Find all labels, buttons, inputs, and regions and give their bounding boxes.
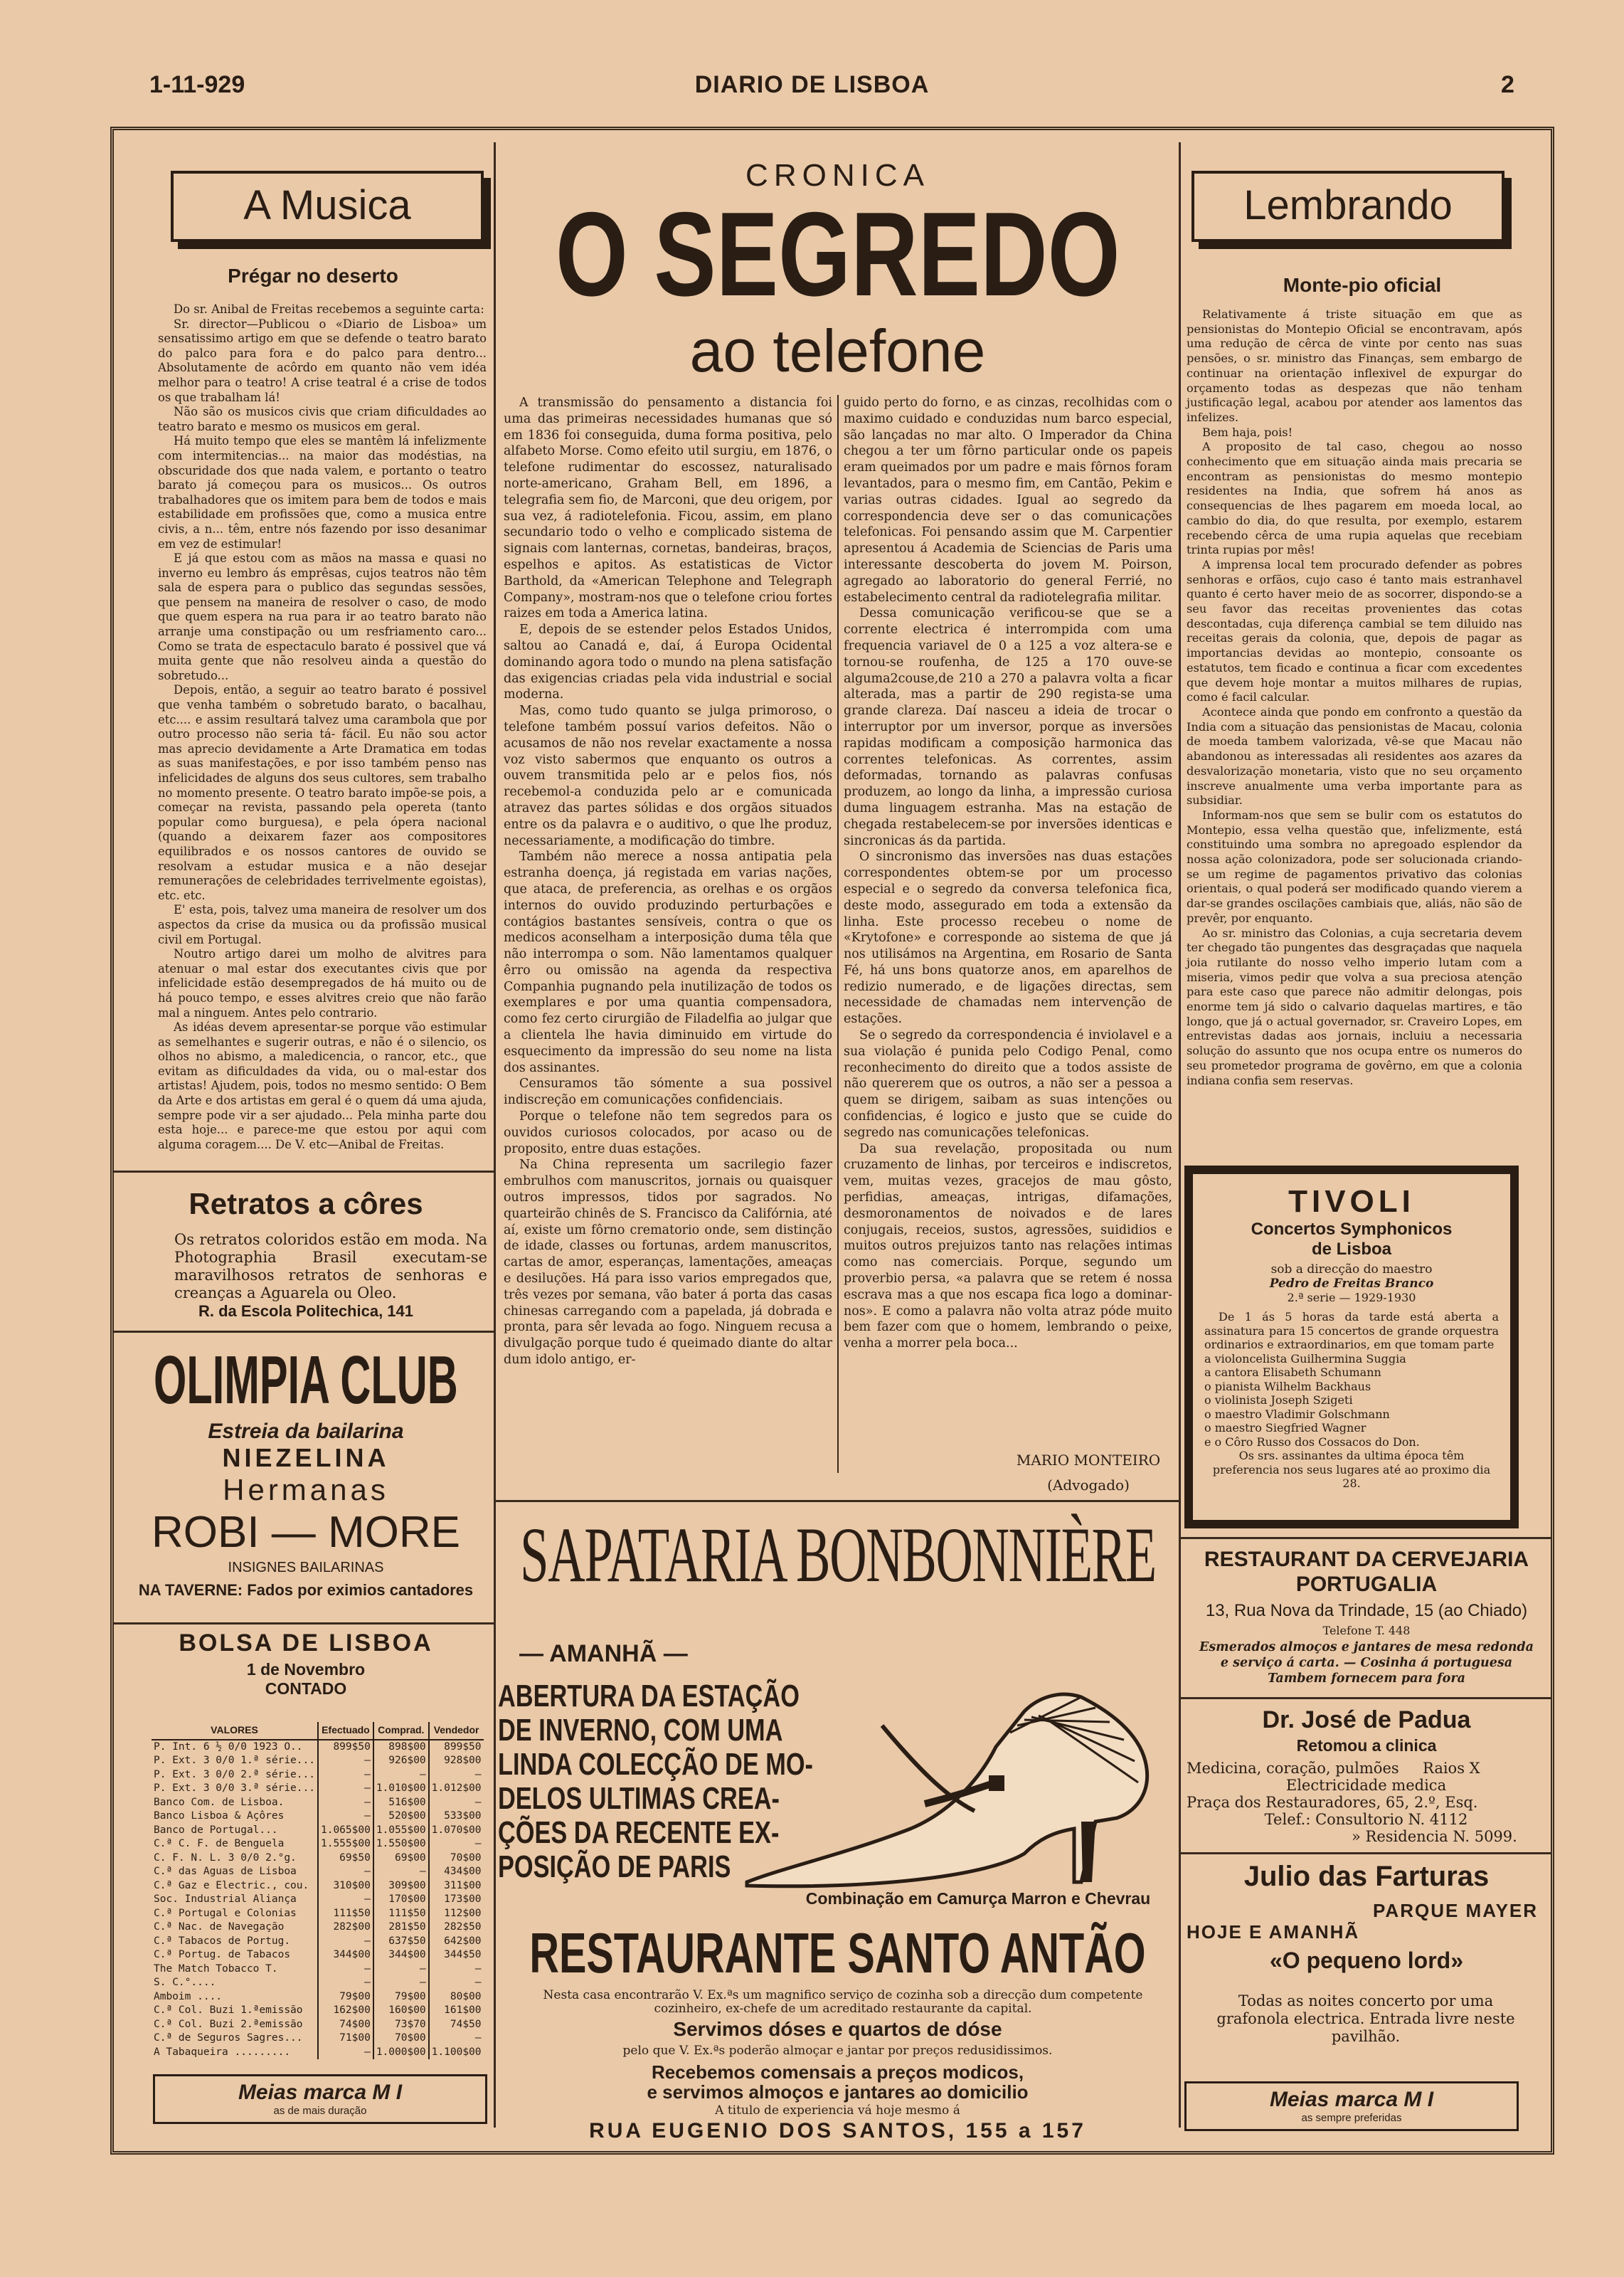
paragraph: Dessa comunicação verificou-se que se a corrente electrica é interrompida com uma frequencia variavel de 0 a 125 a voz altera-se e tornou-se roufenha, de 125 a 170 ouve-se alguma2couse,de 210 a 270 a palavra volta a ficar alterada, mas a partir de 290 regista-se uma grande clareza. Daí nasceu a ideia de trocar o interruptor por um inversor, porque as inversões rapidas modificam a composição harmonica das correntes telefonicas. As correntes, assim deformadas, tornando as palavras confusas produzem, ao longo da linha, a impressão curiosa duma linguagem estranha. Mas na estação de chegada restabelecem-se por inversões identicas e sincronicas ás da partida. — [844, 606, 1172, 848]
lembrando-title: Lembrando — [1243, 182, 1453, 228]
table-row — [152, 1976, 484, 1990]
cronica-col-2 — [844, 395, 1172, 1448]
bolsa-column-header: Comprad. — [373, 1722, 429, 1740]
paragraph: Depois, então, a seguir ao teatro barato é possivel que venha também o sobretudo barato, o bacalhau, etc.... e assim resultará talvez uma carambola que por outro processo não seria tá- fácil. Eu não sou actor mas aprecio devidamente a Arte Dramatica em todas as suas manifestações, e por isso também penso nas infelicidades de alguns dos seus cultores, sem trabalho no momento presente. O teatro barato impõe-se pois, a começar na revista, passando pela opereta (tanto popular como burguesa), e pela ópera nacional (quando a deixarem fazer aos compositores equilibrados e os nossos cantores de ouvido se resolvam a estudar musica e a não desejar remunerações de celebridades terrivelmente egoistas), etc. etc. — [158, 683, 487, 902]
cervejaria-text1: Esmerados almoços e jantares de mesa redonda — [1199, 1640, 1534, 1654]
table-cell: — — [318, 1976, 373, 1990]
table-cell: 73$70 — [373, 2018, 429, 2032]
padua-line2: Electricidade medica — [1285, 1777, 1447, 1794]
paragraph: Sr. director—Publicou o «Diario de Lisboa» um sensatissimo artigo em que se defende o teatro barato do palco para fora e do palco para dentro... Absolutamente de acôrdo em quanto não vem idéa melhor para o teatro! A crise teatral é a crise de todos os que trabalham lá! — [158, 317, 487, 404]
santo-antao-title: RESTAURANTE SANTO ANTÃO — [529, 1921, 1146, 1985]
santo-antao-address: RUA EUGENIO DOS SANTOS, 155 a 157 — [589, 2119, 1086, 2143]
padua-title: Dr. José de Padua — [1262, 1706, 1471, 1733]
table-row — [152, 2032, 484, 2046]
table-row — [152, 1990, 484, 2004]
table-cell: 344$00 — [318, 1948, 373, 1962]
paragraph: E' esta, pois, talvez uma maneira de resolver um dos aspectos da crise da musica ou da profissão musical civil em Portugal. — [158, 903, 487, 946]
table-cell: 1.550$00 — [373, 1837, 429, 1851]
bolsa-subtitle: CONTADO — [265, 1679, 347, 1698]
table-cell: 1.070$00 — [429, 1824, 484, 1838]
paragraph: Também não merece a nossa antipatia pela estranha doença, já registada em varias nações, que ataca, de preferencia, as orelhas e os orgãos internos do ouvido produzindo perturbações e contágios bastantes sensíveis, contra o que os medicos aconselham a interposição duma têla que não interrompa o som. Não lamentamos qualquer êrro ou omissão na agenda da respectiva Companhia pugnando pela inutilização de todos os exemplares e por uma quantia compensadora, como fez certo cirurgião de Filadelfia ao julgar que a clientela lhe havia diminuido em virtude do esquecimento da impressão do seu nome na lista dos assinantes. — [504, 850, 832, 1075]
padua-line1: Medicina, coração, pulmões Raios X — [1187, 1760, 1480, 1777]
table-cell: Banco Com. de Lisboa. — [154, 1796, 285, 1808]
table-cell: — — [318, 1865, 373, 1879]
table-cell: 928$00 — [429, 1754, 484, 1768]
meias-brand: Meias marca M I — [238, 2081, 403, 2104]
table-row — [152, 1768, 484, 1782]
table-cell: P. Ext. 3 0/0 1.ª série... — [154, 1755, 315, 1766]
column-rule — [1179, 142, 1181, 2128]
divider — [494, 1500, 1179, 1502]
table-cell: — — [318, 1962, 373, 1977]
musica-subtitle: Prégar no deserto — [228, 265, 398, 287]
tivoli-artist: e o Côro Russo dos Cossacos do Don. — [1204, 1435, 1420, 1449]
farturas-title: Julio das Farturas — [1243, 1861, 1490, 1892]
divider — [1179, 1537, 1551, 1539]
lembrando-subtitle: Monte-pio oficial — [1283, 274, 1442, 296]
table-cell: A Tabaqueira ......... — [154, 2046, 291, 2058]
paragraph: A transmissão do pensamento a distancia foi uma das primeiras necessidades humanas que só em 1836 foi conseguida, duma forma positiva, pelo alfabeto Morse. Como efeito util surgiu, em 1876, o telefone rudimentar do escossez, naturalisado norte-americano, Graham Bell, em 1896, a telegrafia sem fio, de Marconi, que deu origem, por sua vez, á radiotelefonia. Ficou, assim, em plano secundario todo o velho e complicado sistema de signais com lanternas, cornetas, bandeiras, braços, espelhos e apitos. As estatisticas de Victor Barthold, da «American Telephone and Telegraph Company», mostram-nos que o telefone criou fortes raizes em toda a America latina. — [504, 396, 832, 621]
table-cell: 434$00 — [429, 1865, 484, 1879]
table-row — [152, 2018, 484, 2032]
padua-line5: » Residencia N. 5099. — [1352, 1828, 1517, 1845]
cervejaria-phone: Telefone T. 448 — [1322, 1624, 1411, 1637]
table-cell: 1.100$00 — [429, 2046, 484, 2060]
paragraph: Há muito tempo que eles se mantêm lá infelizmente com intermitencias... na maior das modéstias, na obscuridade dos que nada valem, e portanto o teatro barato já começou para os musicos... Os outros trabalhadores que os imitem para bem de todos e mais estabilidade em profissões que, como a musica entre civis, a n... têm, entre nós fazendo por isso desanimar em vez de estimular! — [158, 434, 487, 551]
olimpia-line5: INSIGNES BAILARINAS — [228, 1560, 384, 1575]
table-cell: 516$00 — [373, 1796, 429, 1810]
paragraph: E já que estou com as mãos na massa e quasi no inverno eu lembro ás emprêsas, cujos teatros não têm sala de espera para o publico das segundas sessões, que pensem na maneira de resolver o caso, de modo que quem espera na rua para ir ao teatro barato não arranje uma constipação ou um resfriamento caro... Como se trata de espectaculo barato é possivel que vá muita gente que não resolveu ainda a questão do sobretudo... — [158, 551, 487, 682]
sapataria-line: DELOS ULTIMAS CREA- — [498, 1781, 780, 1816]
table-cell: 898$00 — [373, 1740, 429, 1755]
sapataria-line: DE INVERNO, COM UMA — [498, 1713, 783, 1748]
table-cell: 71$00 — [318, 2032, 373, 2046]
cronica-subheadline: ao telefone — [689, 317, 986, 384]
olimpia-line3: Hermanas — [223, 1473, 389, 1506]
table-cell: 1.065$00 — [318, 1824, 373, 1838]
tivoli-line2: de Lisboa — [1311, 1240, 1392, 1259]
table-cell: 282$50 — [429, 1921, 484, 1935]
cronica-headline-wrap — [498, 187, 1177, 321]
table-cell: 642$00 — [429, 1935, 484, 1949]
table-cell: C.ª Portugal e Colonias — [154, 1907, 297, 1919]
table-cell: 310$00 — [318, 1879, 373, 1893]
table-cell: 170$00 — [373, 1893, 429, 1907]
table-cell: 899$50 — [318, 1740, 373, 1755]
table-cell: P. Ext. 3 0/0 3.ª série... — [154, 1782, 315, 1794]
table-cell: — — [373, 1768, 429, 1782]
lembrando-title-box — [1192, 171, 1504, 242]
table-cell: 344$00 — [373, 1948, 429, 1962]
table-cell: — — [318, 1782, 373, 1796]
olimpia-line6: NA TAVERNE: Fados por eximios cantadores — [138, 1581, 474, 1599]
table-cell: C.ª Portug. de Tabacos — [154, 1949, 291, 1960]
table-cell: C.ª Tabacos de Portug. — [154, 1935, 291, 1947]
table-cell: C.ª Gaz e Electric., cou. — [154, 1879, 309, 1891]
column-rule — [837, 395, 839, 1473]
table-cell: — — [373, 1976, 429, 1990]
table-cell: 1.555$00 — [318, 1837, 373, 1851]
tivoli-conductor: Pedro de Freitas Branco — [1269, 1277, 1434, 1291]
sapataria-title-wrap — [498, 1505, 1177, 1605]
padua-subtitle: Retomou a clinica — [1296, 1736, 1437, 1755]
page-number: 2 — [1501, 71, 1514, 98]
bolsa-column-header: Efectuado — [318, 1722, 373, 1740]
table-cell: — — [429, 1768, 484, 1782]
paragraph: A imprensa local tem procurado defender as pobres senhoras e orfãos, cujo caso é tanto mais estranhavel quanto é certo haver meio de as socorrer, dispondo-se a seu favor das receitas provenientes das cotas descontadas, cuja diferença cambial se tem diluido nas receitas gerais da colonia, que, depois de pagar as importancias devidas ao montepio, consoante os estatutos, tem ficado e continua a ficar com excedentes que devem hoje montar a muitos milhares de rupias, como é facil calcular. — [1187, 557, 1522, 704]
table-cell: 533$00 — [429, 1810, 484, 1824]
table-row — [152, 2046, 484, 2060]
paragraph: Mas, como tudo quanto se julga primoroso, o telefone também possuí varios defeitos. Não o acusamos de não nos revelar exactamente a nossa voz visto sabermos que enquanto os outros a ouvem transmitida pelo ar e pelos fios, nós recebemol-a conduzida pelo ar e comunicada atravez das partes sólidas e dos orgãos situados entre os da palavra e o auditivo, o que lhe produz, necessariamente, a modificação do timbre. — [504, 704, 832, 848]
table-cell: 1.012$00 — [429, 1782, 484, 1796]
paragraph: A proposito de tal caso, chegou ao nosso conhecimento que em situação ainda mais precaria se encontram as pensionistas do mesmo montepio residentes na India, que sofrem há anos as consequencias de lhes pagarem em moeda local, ao cambio do dia, do que resulta, por exemplo, estarem recebendo cêrca de uma rupia aquelas que recebiam trinta rupias por mês! — [1187, 440, 1522, 557]
table-cell: C.ª Col. Buzi 2.ªemissão — [154, 2018, 303, 2030]
paragraph: Do sr. Anibal de Freitas recebemos a seguinte carta: — [174, 302, 484, 316]
table-cell: 311$00 — [429, 1879, 484, 1893]
table-row — [152, 1948, 484, 1962]
page-date: 1-11-929 — [149, 71, 245, 98]
table-cell: 309$00 — [373, 1879, 429, 1893]
table-cell: 160$00 — [373, 2004, 429, 2018]
table-row — [152, 1921, 484, 1935]
shoe-illustration — [740, 1669, 1167, 1896]
cervejaria-text2: e serviço á carta. — Cosinha á portuguesa — [1220, 1656, 1513, 1670]
meias-tagline: as sempre preferidas — [1301, 2112, 1402, 2124]
table-row — [152, 1782, 484, 1796]
padua-line4: Telef.: Consultorio N. 4112 — [1264, 1811, 1468, 1828]
tivoli-line1: Concertos Symphonicos — [1251, 1220, 1453, 1239]
table-row — [152, 1837, 484, 1851]
table-row — [152, 1893, 484, 1907]
table-row — [152, 2004, 484, 2018]
paragraph: Não são os musicos civis que criam dificuldades ao teatro barato e mesmo os musicos em geral. — [158, 405, 487, 433]
farturas-line2: HOJE E AMANHÃ — [1187, 1921, 1360, 1943]
santo-antao-text6: A titulo de experiencia vá hoje mesmo á — [715, 2103, 960, 2118]
table-cell: 79$00 — [373, 1990, 429, 2004]
table-cell: C.ª das Aguas de Lisboa — [154, 1866, 297, 1877]
table-cell: 69$00 — [373, 1851, 429, 1866]
table-cell: 111$50 — [373, 1907, 429, 1921]
table-cell: 520$00 — [373, 1810, 429, 1824]
table-cell: — — [318, 1810, 373, 1824]
retratos-text: Os retratos coloridos estão em moda. Na Photographia Brasil executam-se maravilhosos retratos de senhoras e creanças a Aguarela ou Oleo. — [174, 1231, 487, 1301]
table-cell: — — [318, 2046, 373, 2060]
table-cell: 637$50 — [373, 1935, 429, 1949]
table-cell: P. Ext. 3 0/0 2.ª série... — [154, 1768, 315, 1780]
lembrando-article — [1187, 307, 1522, 1136]
musica-article — [158, 302, 487, 1163]
paragraph: Porque o telefone não tem segredos para os ouvidos curiosos colocados, por acaso ou de proposito, entre duas estações. — [504, 1109, 832, 1156]
santo-antao-text1: Nesta casa encontrarão V. Ex.ªs um magnifico serviço de cozinha sob a direcção dum competente cozinheiro, ex-chefe de um acreditado restaurante da capital. — [543, 1988, 1143, 2016]
table-cell: Soc. Industrial Aliança — [154, 1893, 297, 1905]
table-cell: 79$00 — [318, 1990, 373, 2004]
tivoli-text: De 1 ás 5 horas da tarde está aberta a assinatura para 15 concertos de grande orquestra ordinarios e extraordinarios, em que tomam parte — [1204, 1310, 1499, 1351]
table-row — [152, 1865, 484, 1879]
tivoli-artist: a violoncelista Guilhermina Suggia — [1204, 1351, 1406, 1365]
olimpia-title: OLIMPIA CLUB — [154, 1342, 458, 1418]
table-cell: — — [429, 1976, 484, 1990]
cronica-col-1 — [504, 395, 832, 1494]
paragraph: Se o segredo da correspondencia é inviolavel e a sua violação é punida pelo Codigo Penal, como reconhecimento do direito que a todos assiste de não quererem que os outros, a não ser a pessoa a quem se dirigem, saibam as suas intenções ou confidencias, é logico e justo que se cuide do segredo nas comunicações telefonicas. — [844, 1028, 1172, 1140]
bolsa-column-header: VALORES — [152, 1722, 318, 1740]
meias-brand: Meias marca M I — [1269, 2088, 1434, 2111]
tivoli-artist: o violinista Joseph Szigeti — [1204, 1393, 1353, 1407]
paragraph: Informam-nos que sem se bulir com os estatutos do Montepio, essa velha questão que, infelizmente, está constituindo uma sombra no apregoado esplendor da nossa ação colonizadora, pode ser solucionada criando-se um regime de pagamentos privativo das colonias orientais, o qual poderá ser modificado quando vierem a dar-se grandes oscilações cambiais que, aliás, não são de prevêr, por enquanto. — [1187, 808, 1522, 925]
divider — [114, 1331, 494, 1333]
paragraph: Ao sr. ministro das Colonias, a cuja secretaria devem ter chegado tão pungentes das desgraçadas que naquela joia rutilante do nosso velho imperio lutam com a miseria, vimos pedir que volva a sua preciosa atenção para este caso que parece não admitir delongas, pois enorme tem já sido o calvario daquelas martires, e tão longo, que já o actual governador, sr. Craveiro Lopes, em entrevistas dadas aos jornais, incluiu a necessaria solução do assunto que nos ocupa entre os numeros do seu prometedor programa de govêrno, em que a colonia indiana confia sem reservas. — [1187, 926, 1522, 1087]
table-cell: 112$00 — [429, 1907, 484, 1921]
table-cell: 1.055$00 — [373, 1824, 429, 1838]
tivoli-title: TIVOLI — [1288, 1184, 1415, 1219]
santo-antao-text5: e servimos almoços e jantares ao domicilio — [647, 2081, 1029, 2103]
divider — [114, 1622, 494, 1624]
cervejaria-title2: PORTUGALIA — [1295, 1573, 1438, 1596]
masthead: DIARIO DE LISBOA — [694, 71, 930, 98]
paragraph: Noutro artigo darei um molho de alvitres para atenuar o mal estar dos executantes civis que por infelicidade estão desempregados de há muito ou de há pouco tempo, e esses alvitres creio que não farão mal a ninguem. Antes pelo contrario. — [158, 947, 487, 1020]
paragraph: Bem haja, pois! — [1202, 425, 1293, 439]
table-cell: 161$00 — [429, 2004, 484, 2018]
table-cell: Banco Lisboa & Açôres — [154, 1810, 285, 1822]
paragraph: Acontece ainda que pondo em confronto a questão da India com a situação das pensionistas de Macau, colonia de moeda tambem valorizada, vê-se que Macau não abandonou as interessadas ali residentes aos azares da desvalorização monetaria, visto que no seu orçamento inscreve anualmente uma verba importante para as subsidiar. — [1187, 704, 1522, 808]
table-cell: Amboim .... — [154, 1990, 223, 2002]
table-cell: — — [318, 1754, 373, 1768]
tivoli-artist: o maestro Siegfried Wagner — [1204, 1421, 1366, 1435]
olimpia-line2: NIEZELINA — [222, 1443, 390, 1472]
sapataria-amanha: — AMANHÃ — — [519, 1640, 688, 1667]
table-cell: 1.000$00 — [373, 2046, 429, 2060]
table-cell: 281$50 — [373, 1921, 429, 1935]
table-row — [152, 1962, 484, 1977]
table-cell: 74$00 — [318, 2018, 373, 2032]
sapataria-caption: Combinação em Camurça Marron e Chevrau — [805, 1889, 1151, 1908]
table-cell: — — [373, 1865, 429, 1879]
bolsa-column-header: Vendedor — [429, 1722, 484, 1740]
table-cell: C.ª Col. Buzi 1.ªemissão — [154, 2004, 303, 2016]
table-row — [152, 1879, 484, 1893]
sapataria-line: ABERTURA DA ESTAÇÃO — [498, 1679, 800, 1713]
paragraph: Relativamente á triste situação em que as pensionistas do Montepio Oficial se encontravam, após uma redução de cêrca de vinte por cento nas suas pensões, o sr. ministro das Finanças, sem embargo de continuar na orientação inflexivel de expurgar do orçamento todas as despezas que não tenham justificação legal, acabou por atender aos lamentos das infelizes. — [1187, 307, 1522, 424]
paragraph: guido perto do forno, e as cinzas, recolhidas com o maximo cuidado e conduzidas num barco especial, são lançadas no mar alto. O Imperador da China chegou a ter um fôrno particular onde os papeis eram queimados por um padre e mais fôrnos foram levantados, para o mesmo fim, em Cantão, Pekim e varias outras cidades. Igual ao segredo da correspondencia deve ser o das comunicações telefonicas. Foi pensando assim que M. Carpentier apresentou á Academia de Sciencias de Paris uma interessante descoberta do jovem M. Poirson, agregado ao laboratorio do general Ferrié, no estabelecimento central da radiotelegrafia militar. — [844, 396, 1172, 605]
farturas-line3: «O pequeno lord» — [1269, 1948, 1464, 1973]
table-cell: The Match Tobacco T. — [154, 1962, 278, 1975]
table-row — [152, 1740, 484, 1755]
meias-ad-right — [1184, 2081, 1519, 2131]
olimpia-title-wrap — [121, 1341, 491, 1420]
tivoli-artists — [1204, 1352, 1499, 1449]
table-cell: — — [373, 1962, 429, 1977]
column-rule — [494, 142, 496, 2128]
table-row — [152, 1824, 484, 1838]
table-cell: — — [429, 2032, 484, 2046]
table-cell: 162$00 — [318, 2004, 373, 2018]
table-row — [152, 1935, 484, 1949]
table-row — [152, 1754, 484, 1768]
santo-antao-text2: Servimos dóses e quartos de dóse — [673, 2018, 1002, 2040]
table-cell: 70$00 — [373, 2032, 429, 2046]
table-row — [152, 1796, 484, 1810]
sapataria-title: SAPATARIA BONBONNIÈRE — [519, 1511, 1156, 1598]
table-cell: C.ª Nac. de Navegação — [154, 1921, 285, 1933]
farturas-text: Todas as noites concerto por uma grafonola electrica. Entrada livre neste pavilhão. — [1216, 1992, 1515, 2045]
tivoli-artist: o pianista Wilhelm Backhaus — [1204, 1379, 1371, 1393]
cervejaria-address: 13, Rua Nova da Trindade, 15 (ao Chiado) — [1205, 1601, 1528, 1620]
table-cell: 173$00 — [429, 1893, 484, 1907]
musica-title: A Musica — [243, 182, 411, 228]
divider — [1179, 1852, 1551, 1854]
tivoli-artist: a cantora Elisabeth Schumann — [1204, 1365, 1381, 1379]
table-cell: 80$00 — [429, 1990, 484, 2004]
table-row — [152, 1810, 484, 1824]
table-cell: — — [318, 1796, 373, 1810]
tivoli-footer: Os srs. assinantes da ultima época têm preferencia nos seus lugares até ao proximo dia 28. — [1212, 1449, 1491, 1490]
bolsa-table — [152, 1722, 484, 2059]
sapataria-line: ÇÕES DA RECENTE EX- — [498, 1815, 780, 1850]
table-cell: — — [429, 1796, 484, 1810]
table-cell: — — [318, 1768, 373, 1782]
musica-title-box — [171, 171, 484, 242]
table-cell: — — [318, 1935, 373, 1949]
santo-antao-title-wrap — [498, 1921, 1177, 1985]
table-cell: C.ª C. F. de Benguela — [154, 1838, 285, 1849]
farturas-line1: PARQUE MAYER — [1373, 1900, 1539, 1921]
sapataria-line: POSIÇÃO DE PARIS — [498, 1849, 731, 1884]
table-cell: — — [429, 1962, 484, 1977]
table-cell: 282$00 — [318, 1921, 373, 1935]
bolsa-date: 1 de Novembro — [246, 1660, 366, 1679]
padua-line3: Praça dos Restauradores, 65, 2.º, Esq. — [1187, 1794, 1478, 1811]
paragraph: E, depois de se estender pelos Estados Unidos, saltou ao Canadá e, daí, á Europa Ocidental dominando agora todo o mundo na plena satisfação das exigencias criadas pela vida industrial e social moderna. — [504, 623, 832, 702]
cronica-kicker: CRONICA — [745, 158, 930, 193]
table-row — [152, 1851, 484, 1866]
divider — [1179, 1697, 1551, 1699]
cronica-author: MARIO MONTEIRO — [1016, 1452, 1161, 1469]
cervejaria-text3: Tambem fornecem para fora — [1268, 1671, 1465, 1686]
table-cell: 344$50 — [429, 1948, 484, 1962]
table-cell: S. C.°.... — [154, 1977, 216, 1988]
table-cell: 926$00 — [373, 1754, 429, 1768]
table-cell: 1.010$00 — [373, 1782, 429, 1796]
meias-ad-left — [153, 2074, 487, 2124]
cronica-author-role: (Advogado) — [1047, 1476, 1130, 1494]
paragraph: Na China representa um sacrilegio fazer embrulhos com manuscritos, jornais ou quaisquer outros impressos, tidos por sagrados. No quarteirão chinês de S. Francisco da Califórnia, até aí, existe um fôrno crematorio onde, sem distinção de idade, classes ou fortunas, ardem manuscritos, cartas de amor, esperanças, lamentações, ameaças e desiluções. Há para isso varios empregados que, três vezes por semana, vão bater á porta das casas chinesas carregando com a papelada, já dobrada e pronta, para sêr levada ao fogo. Ninguem recusa a divulgação porque tudo é queimado diante do altar dum idolo antigo, er- — [504, 1158, 832, 1368]
paragraph: Da sua revelação, propositada ou num cruzamento de linhas, por terceiros e indiscretos, vem, muitas vezes, gracejos de mau gôsto, perfidias, ameaças, intrigas, difamações, desmoronamentos de noivados e de lares conjugais, receios, sustos, agressões, suididios e muitos outros prejuizos tanto nas relações intimas como nas comerciais. Porque, segundo um proverbio persa, «a palavra que se retem é nossa escrava mas a que nos escapa fica logo a dominar-nos». E como a palavra não volta atraz póde muito bem fazer com que o homem, lembrando o peixe, venha a morrer pela boca... — [844, 1141, 1172, 1351]
table-cell: 74$50 — [429, 2018, 484, 2032]
table-cell: 899$50 — [429, 1740, 484, 1755]
table-cell: Banco de Portugal... — [154, 1824, 278, 1836]
tivoli-series: 2.ª serie — 1929-1930 — [1287, 1291, 1416, 1304]
tivoli-ad — [1184, 1166, 1519, 1528]
table-cell: C. F. N. L. 3 0/0 2.°g. — [154, 1851, 297, 1864]
olimpia-line1: Estreia da bailarina — [208, 1420, 404, 1443]
table-cell: — — [429, 1837, 484, 1851]
sapataria-line: LINDA COLECÇÃO DE MO- — [498, 1747, 813, 1782]
paragraph: O sincronismo das inversões nas duas estações correspondentes obtem-se por um processo especial e o segredo da conversa telefonica fica, deste modo, assegurado em toda a extensão da linha. Este processo recebeu o nome de «Krytofone» e corresponde ao sistema de que já nos utilisámos na Argentina, em Rosario de Santa Fé, há uns bons quatorze anos, em aparelhos de redizio numerado, e de ligações directas, sem necessidade de chamadas nem intervenção de estações. — [844, 850, 1172, 1027]
table-cell: 70$00 — [429, 1851, 484, 1866]
table-cell: 111$50 — [318, 1907, 373, 1921]
santo-antao-text4: Recebemos comensais a preços modicos, — [651, 2061, 1024, 2083]
olimpia-line4: ROBI — MORE — [151, 1508, 461, 1557]
cronica-headline: O SEGREDO — [555, 187, 1120, 321]
meias-tagline: as de mais duração — [273, 2105, 367, 2117]
tivoli-line3: sob a direcção do maestro — [1270, 1262, 1433, 1277]
table-row — [152, 1907, 484, 1921]
bolsa-title: BOLSA DE LISBOA — [179, 1629, 433, 1657]
cervejaria-title1: RESTAURANT DA CERVEJARIA — [1204, 1548, 1529, 1571]
bolsa-table-wrap — [152, 1722, 489, 2058]
paragraph: Censuramos tão sómente a sua possivel indiscreção em comunicações confidenciais. — [504, 1077, 832, 1108]
table-cell: — — [318, 1893, 373, 1907]
retratos-title: Retratos a côres — [189, 1187, 423, 1220]
table-cell: C.ª de Seguros Sagres... — [154, 2032, 303, 2044]
tivoli-artist: o maestro Vladimir Golschmann — [1204, 1407, 1390, 1421]
santo-antao-text3: pelo que V. Ex.ªs poderão almoçar e jantar por preços redusidissimos. — [622, 2044, 1053, 2058]
paragraph: As idéas devem apresentar-se porque vão estimular as semelhantes e sugerir outras, e não é o silencio, os olhos no abismo, a maledicencia, o rancor, etc., que evitam as dificuldades da vida, ou o mal-estar dos artistas! Ajudem, pois, todos no mesmo sentido: O Bem da Arte e dos artistas em geral é o quem dá uma ajuda, sempre pode vir a ser ajudado... Pela minha parte dou esta hoje... e parece-me que estou por aqui com alguma coragem.... De V. etc—Anibal de Freitas. — [158, 1020, 487, 1151]
table-cell: P. Int. 6 ½ 0/0 1923 O.. — [154, 1740, 303, 1753]
retratos-address: R. da Escola Politechica, 141 — [198, 1302, 414, 1320]
table-cell: 69$50 — [318, 1851, 373, 1866]
divider — [114, 1171, 494, 1173]
